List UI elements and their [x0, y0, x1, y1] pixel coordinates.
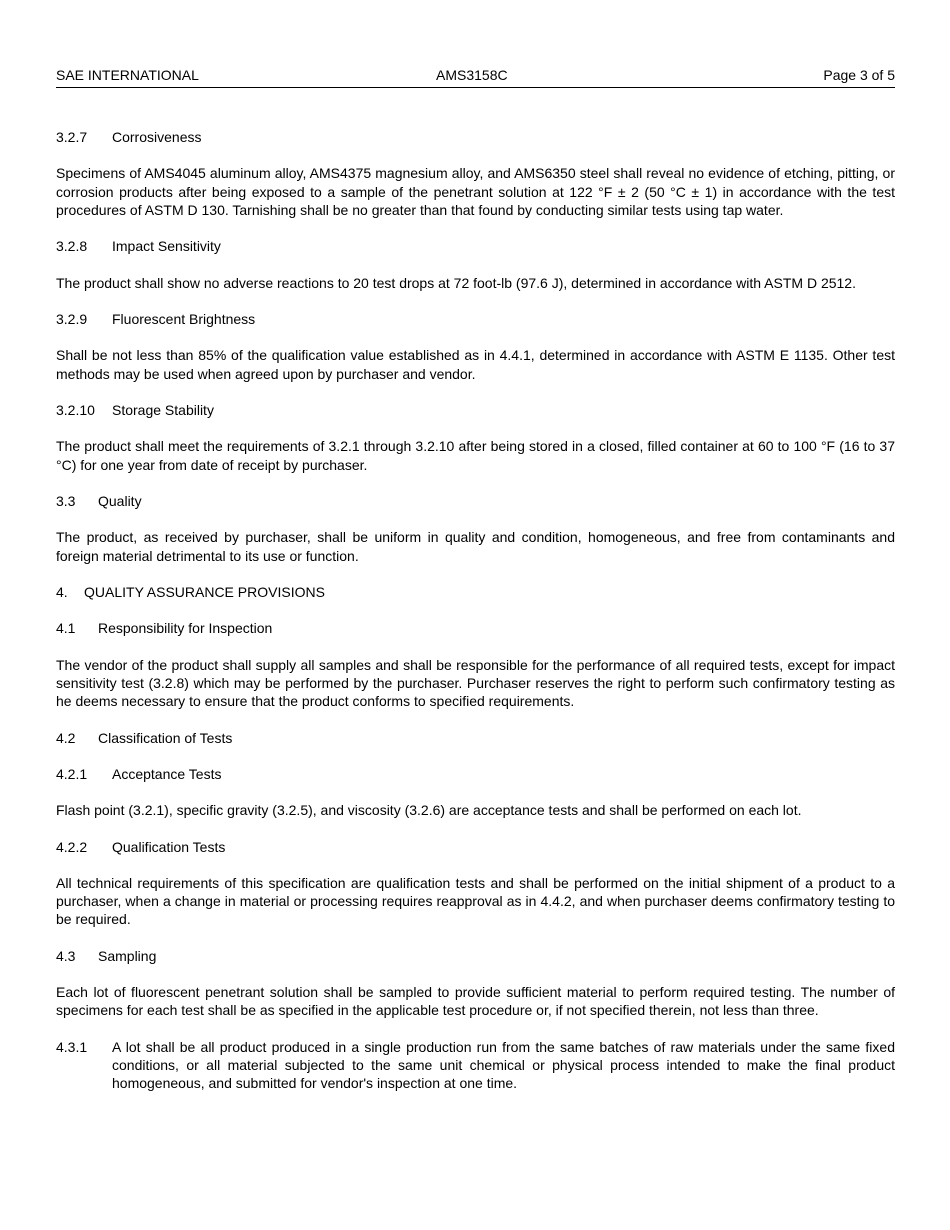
- section-number: 4.1: [56, 620, 76, 637]
- section-heading-4-2-1: [56, 765, 895, 783]
- section-heading-4-2-2: [56, 838, 895, 856]
- section-title: Responsibility for Inspection: [98, 620, 273, 637]
- section-number: 3.2.7: [56, 129, 88, 145]
- section-text-4-3: Each lot of fluorescent penetrant solution shall be sampled to provide sufficient material to perform required testing. The number of specimens for each test shall be as specified in the applicable test procedure or, if not specified therein, not less than three.: [56, 984, 895, 1019]
- section-title: Impact Sensitivity: [112, 238, 221, 255]
- section-heading-4-3: [56, 947, 895, 965]
- header-org: SAE INTERNATIONAL: [56, 67, 199, 83]
- section-heading-3-3: [56, 492, 895, 510]
- section-number: 4.2.1: [56, 765, 88, 782]
- section-heading-4-2: [56, 729, 895, 747]
- section-text-3-2-7: Specimens of AMS4045 aluminum alloy, AMS4375 magnesium alloy, and AMS6350 steel shall reveal no evidence of etching, pitting, or corrosion products after being exposed to a sample of the penetrant solution at 122 °F ± 2 (50 °C ± 1) in accordance with the test procedures of ASTM D 130. Tarnishing shall be no greater than that found by conducting similar tests using tap water.: [56, 165, 895, 218]
- section-heading-3-2-7: [56, 128, 895, 146]
- page-header: [56, 66, 895, 88]
- section-title: Sampling: [98, 947, 157, 964]
- document-body: [56, 128, 895, 1092]
- section-title: Storage Stability: [112, 401, 214, 418]
- header-page-number: Page 3 of 5: [823, 67, 895, 83]
- section-number: 3.3: [56, 492, 76, 509]
- section-4-3-1: [56, 1038, 895, 1093]
- section-title: Corrosiveness: [112, 129, 202, 145]
- section-title: Quality: [98, 492, 142, 509]
- section-text-3-3: The product, as received by purchaser, shall be uniform in quality and condition, homogeneous, and free from contaminants and foreign material detrimental to its use or function.: [56, 529, 895, 564]
- section-heading-3-2-9: [56, 310, 895, 328]
- section-heading-3-2-10: [56, 401, 895, 419]
- section-title: Classification of Tests: [98, 729, 233, 746]
- section-text-4-1: The vendor of the product shall supply all samples and shall be responsible for the performance of all required tests, except for impact sensitivity test (3.2.8) which may be performed by the purchaser. Purchaser reserves the right to perform such confirmatory testing as he deems necessary to ensure that the product conforms to specified requirements.: [56, 656, 895, 710]
- section-number: 4.2: [56, 729, 76, 746]
- section-number: 3.2.10: [56, 401, 95, 418]
- section-number: 4.2.2: [56, 838, 88, 855]
- section-text-3-2-10: The product shall meet the requirements of 3.2.1 through 3.2.10 after being stored in a closed, filled container at 60 to 100 °F (16 to 37 °C) for one year from date of receipt by purchaser.: [56, 438, 895, 473]
- section-text-4-2-2: All technical requirements of this specification are qualification tests and shall be performed on the initial shipment of a product to a purchaser, when a change in material or processing requires reapproval as in 4.4.2, and when purchaser deems confirmatory testing to be required.: [56, 875, 895, 928]
- section-heading-4-1: [56, 619, 895, 637]
- section-number: 3.2.8: [56, 238, 88, 255]
- section-heading-3-2-8: [56, 237, 895, 255]
- section-title: Acceptance Tests: [112, 765, 222, 782]
- section-text-3-2-9: Shall be not less than 85% of the qualification value established as in 4.4.1, determined in accordance with ASTM E 1135. Other test methods may be used when agreed upon by purchaser and vendor.: [56, 347, 895, 382]
- section-text-4-2-1: Flash point (3.2.1), specific gravity (3.2.5), and viscosity (3.2.6) are acceptance tests and shall be performed on each lot.: [56, 802, 802, 819]
- header-doc-id: AMS3158C: [436, 67, 508, 83]
- section-title: QUALITY ASSURANCE PROVISIONS: [84, 583, 325, 600]
- section-title: Fluorescent Brightness: [112, 310, 256, 327]
- section-title: Qualification Tests: [112, 838, 226, 855]
- section-number: 4.3: [56, 947, 76, 964]
- section-number: 4.: [56, 583, 68, 600]
- section-text-3-2-8: The product shall show no adverse reactions to 20 test drops at 72 foot-lb (97.6 J), determined in accordance with ASTM D 2512.: [56, 274, 856, 291]
- section-number: 3.2.9: [56, 310, 88, 327]
- section-number: 4.3.1: [56, 1038, 88, 1055]
- section-text-4-3-1: A lot shall be all product produced in a single production run from the same batches of raw materials under the same fixed conditions, or all material subjected to the same unit chemical or physical process intended to make the final product homogeneous, and submitted for vendor's inspection at one time.: [112, 1038, 895, 1092]
- section-heading-4: [56, 583, 895, 601]
